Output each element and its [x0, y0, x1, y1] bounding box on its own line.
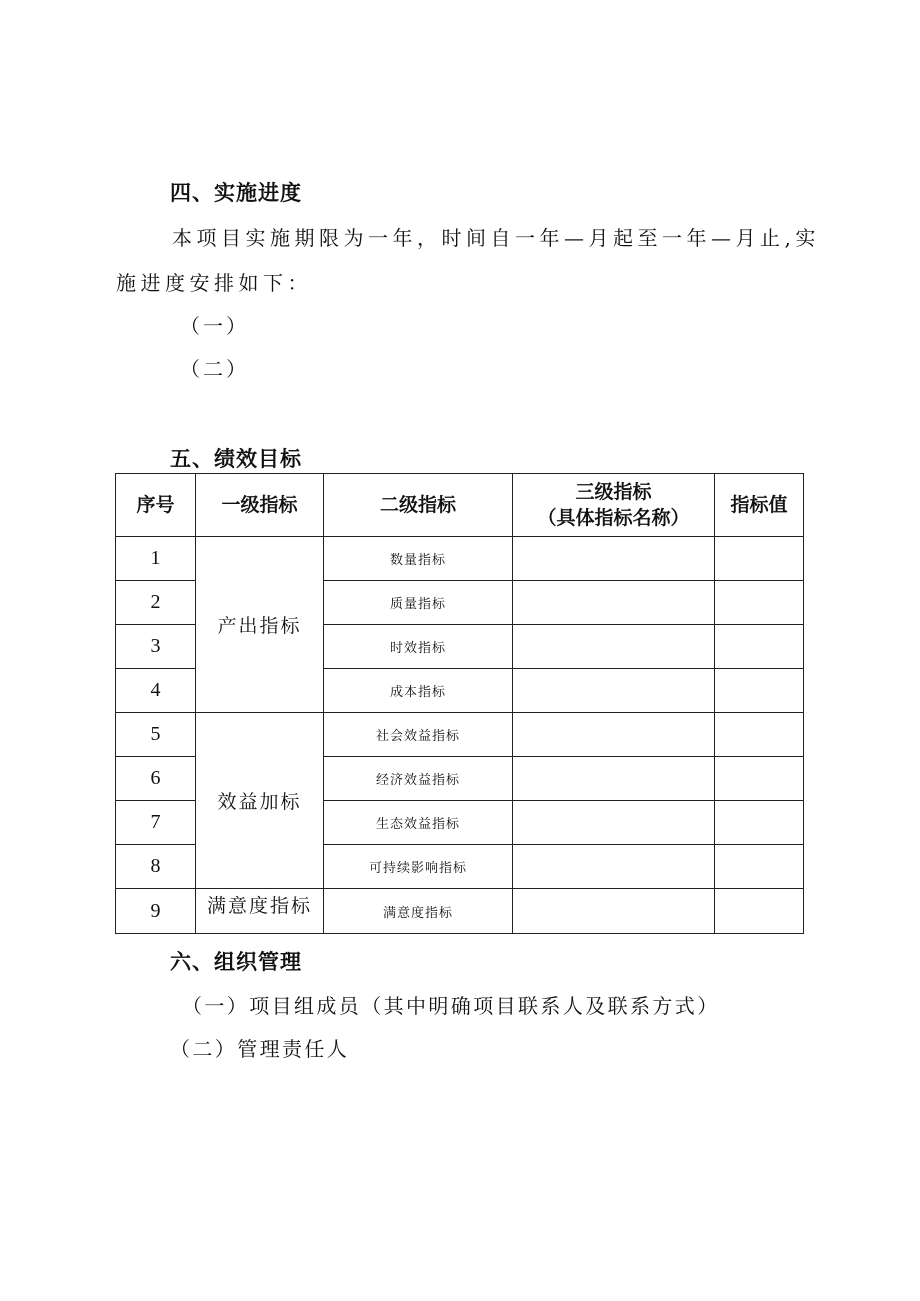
header-level3-line1: 三级指标 — [575, 481, 652, 503]
row-level3-cell — [513, 625, 715, 669]
org-item-2: （二）管理责任人 — [170, 1037, 350, 1061]
row-level3-cell — [513, 801, 715, 845]
performance-table — [115, 473, 804, 934]
row-seq: 4 — [116, 669, 196, 713]
section-4-heading: 四、实施进度 — [170, 181, 302, 205]
row-seq: 9 — [116, 889, 196, 934]
row-value-cell — [715, 889, 804, 934]
row-level2: 满意度指标 — [324, 889, 513, 934]
group-satisfaction — [196, 889, 324, 934]
header-level2: 二级指标 — [324, 474, 513, 537]
section-6-heading: 六、组织管理 — [170, 950, 302, 974]
row-seq: 3 — [116, 625, 196, 669]
row-level3-cell — [513, 889, 715, 934]
row-level3-cell — [513, 845, 715, 889]
row-seq: 2 — [116, 581, 196, 625]
row-level3-cell — [513, 669, 715, 713]
row-level2: 成本指标 — [324, 669, 513, 713]
header-seq: 序号 — [116, 474, 196, 537]
group-benefit: 效益加标 — [196, 713, 324, 889]
table-row — [116, 713, 804, 757]
row-level3-cell — [513, 713, 715, 757]
row-seq: 8 — [116, 845, 196, 889]
row-level2: 生态效益指标 — [324, 801, 513, 845]
table-row — [116, 537, 804, 581]
row-level3-cell — [513, 581, 715, 625]
row-level2: 时效指标 — [324, 625, 513, 669]
row-value-cell — [715, 757, 804, 801]
schedule-paragraph-line-2: 施进度安排如下： — [116, 271, 312, 295]
row-seq: 5 — [116, 713, 196, 757]
group-satisfaction-label: 满意度指标 — [206, 895, 312, 917]
group-output: 产出指标 — [196, 537, 324, 713]
row-level3-cell — [513, 757, 715, 801]
header-level3 — [513, 474, 715, 537]
header-level3-line2: （具体指标名称） — [537, 507, 690, 529]
row-level2: 社会效益指标 — [324, 713, 513, 757]
row-level2: 数量指标 — [324, 537, 513, 581]
schedule-item-1: （一） — [180, 314, 249, 338]
schedule-item-2: （二） — [180, 357, 249, 381]
table-row — [116, 889, 804, 934]
row-value-cell — [715, 625, 804, 669]
header-level1: 一级指标 — [196, 474, 324, 537]
section-5-heading: 五、绩效目标 — [170, 447, 302, 471]
row-seq: 1 — [116, 537, 196, 581]
row-value-cell — [715, 801, 804, 845]
row-seq: 7 — [116, 801, 196, 845]
row-value-cell — [715, 713, 804, 757]
row-level2: 质量指标 — [324, 581, 513, 625]
row-level2: 可持续影响指标 — [324, 845, 513, 889]
row-value-cell — [715, 845, 804, 889]
table-header-row — [116, 474, 804, 537]
header-value: 指标值 — [715, 474, 804, 537]
org-item-1: （一）项目组成员（其中明确项目联系人及联系方式） — [182, 994, 720, 1018]
row-value-cell — [715, 537, 804, 581]
row-level2: 经济效益指标 — [324, 757, 513, 801]
row-value-cell — [715, 669, 804, 713]
row-level3-cell — [513, 537, 715, 581]
row-seq: 6 — [116, 757, 196, 801]
schedule-paragraph-line-1: 本项目实施期限为一年，时间自一年—月起至一年—月止,实 — [172, 226, 820, 250]
row-value-cell — [715, 581, 804, 625]
